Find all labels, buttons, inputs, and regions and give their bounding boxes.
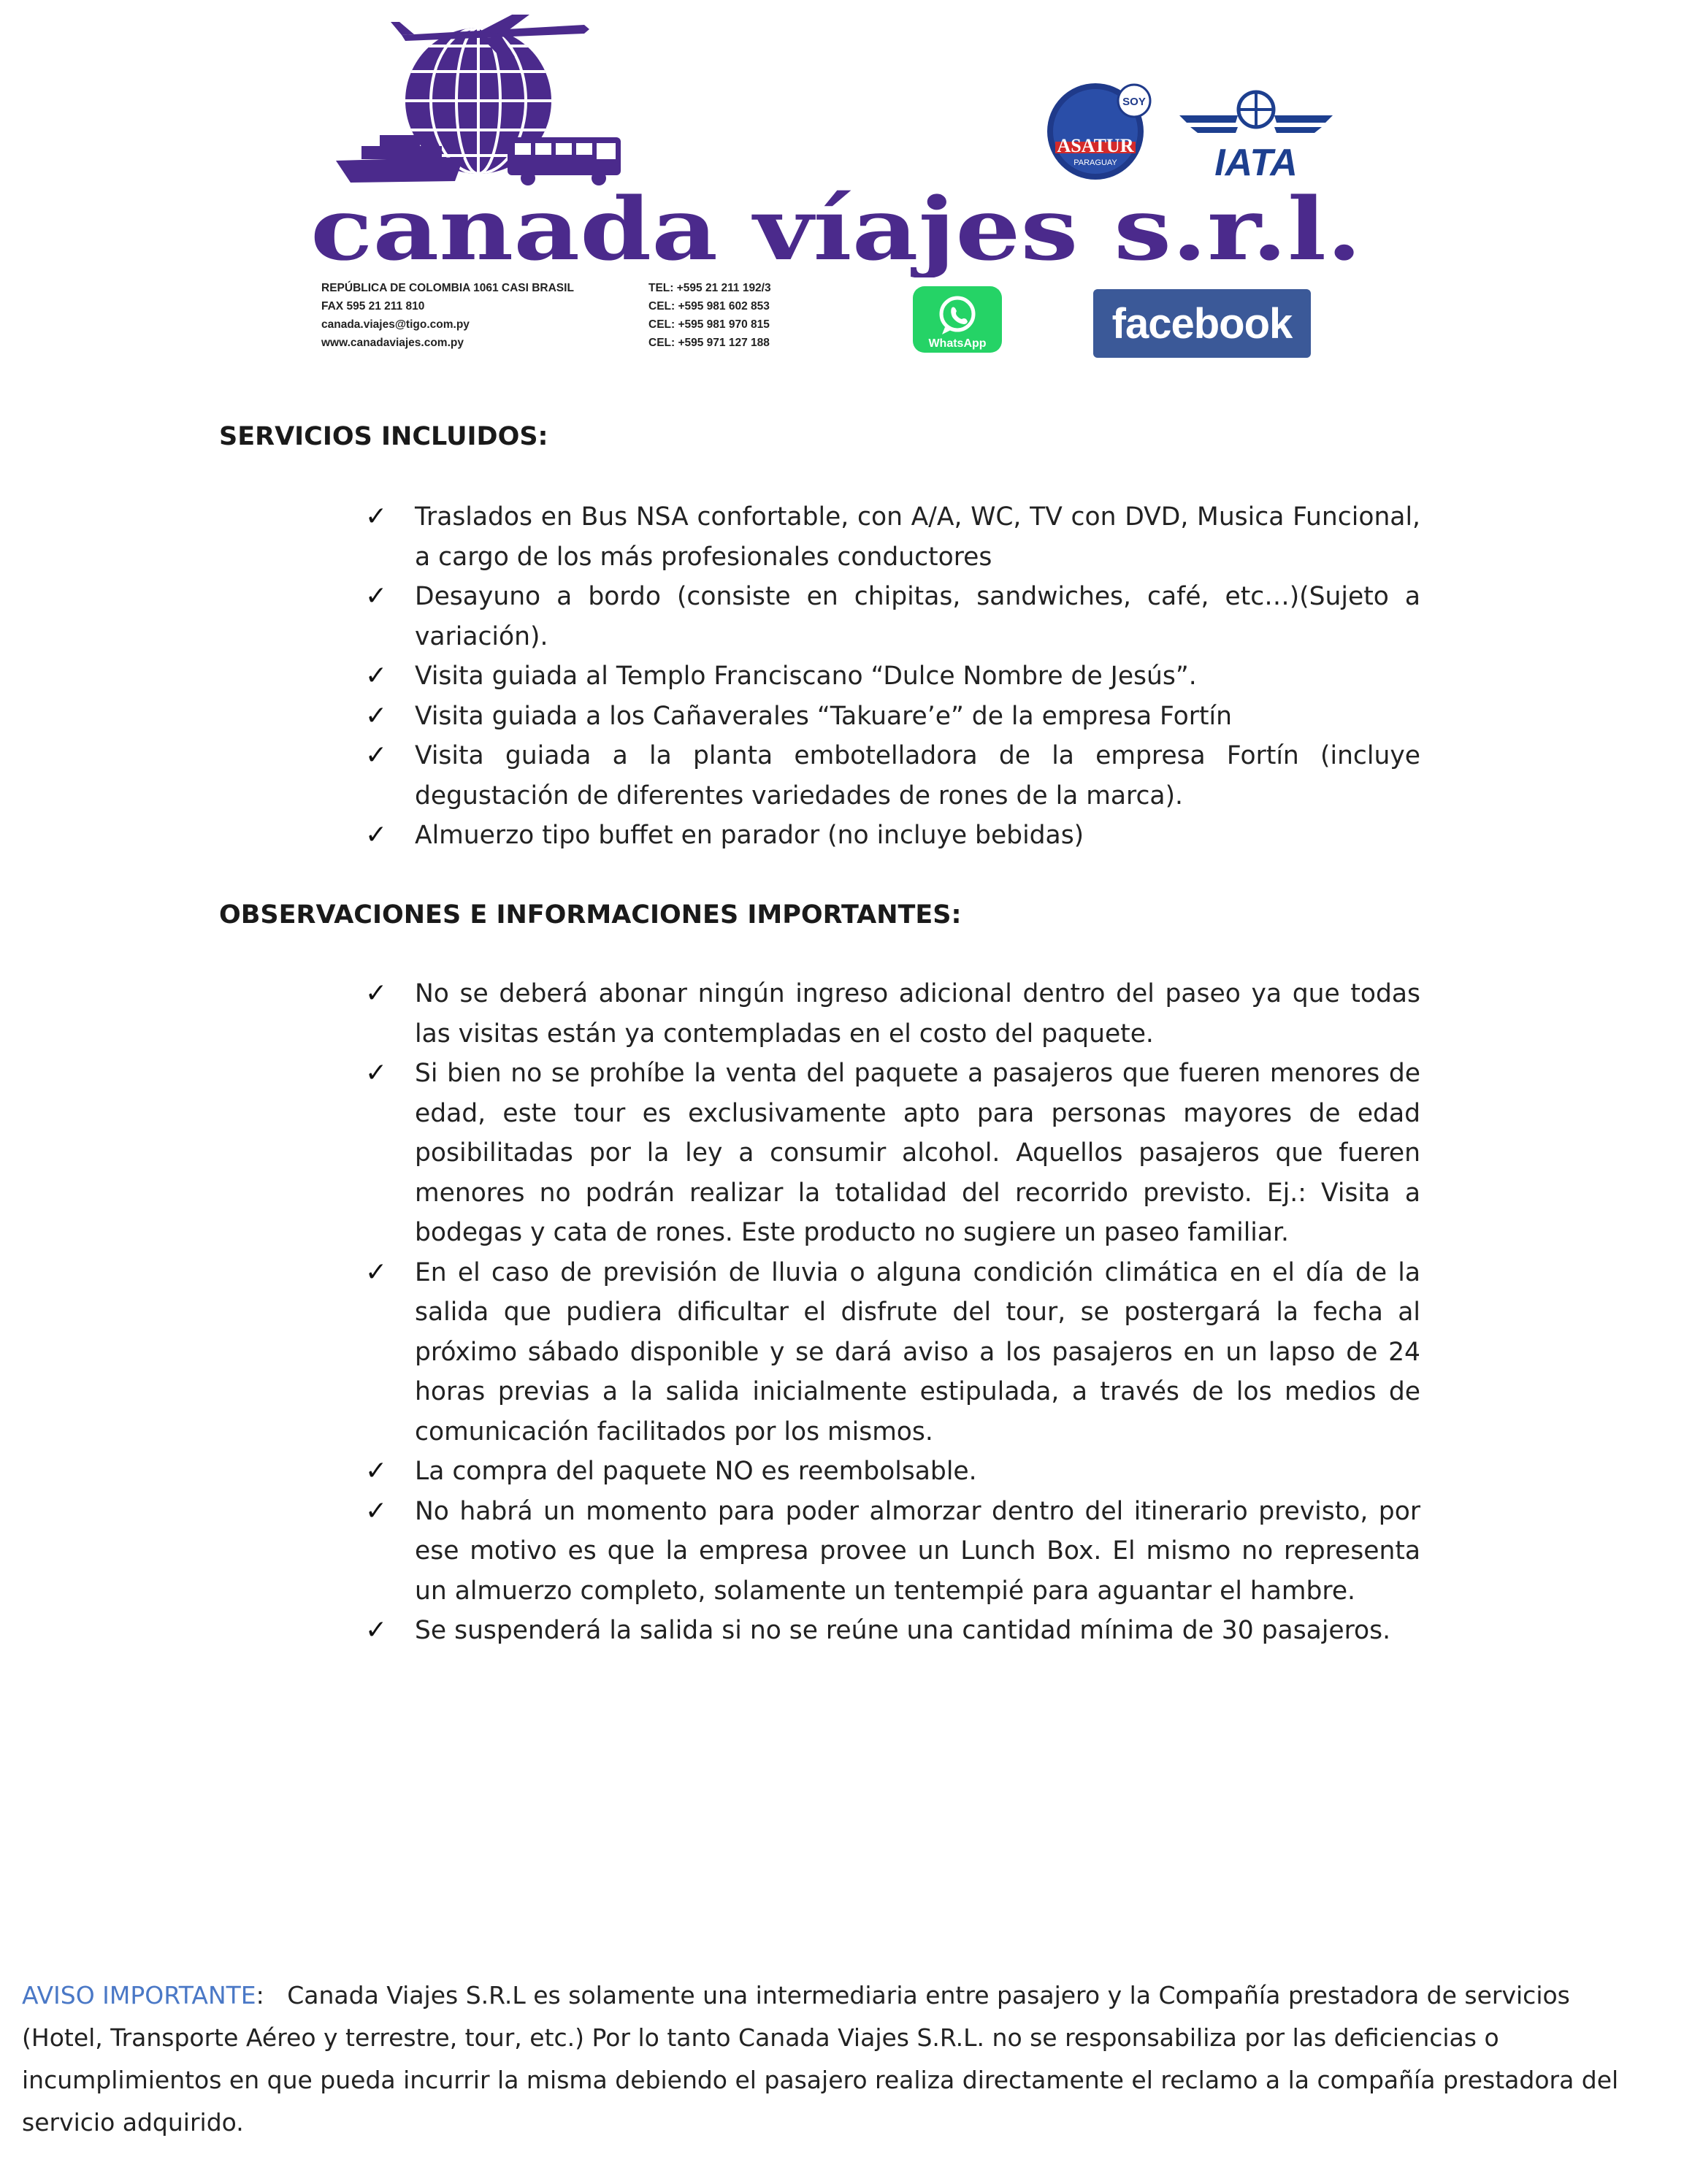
- list-item: ✓ Visita guiada al Templo Franciscano “Dulce Nombre de Jesús”.: [365, 656, 1420, 697]
- asatur-country-text: PARAGUAY: [1073, 158, 1117, 167]
- asatur-logo: [1041, 79, 1161, 181]
- check-icon: ✓: [365, 661, 388, 691]
- whatsapp-icon[interactable]: [913, 286, 1002, 353]
- list-item: ✓ Visita guiada a la planta embotelladora de la empresa Fortín (incluye degustación de diferentes variedades de rones de la marca).: [365, 736, 1420, 816]
- check-icon: ✓: [365, 820, 388, 850]
- list-item: ✓ En el caso de previsión de lluvia o alguna condición climática en el día de la salida que pudiera dificultar el disfrute del tour, se postergará la fecha al próximo sábado disponible y se dará aviso a los pasajeros en un lapso de 24 horas previas a la salida inicialmente estipulada, a través de los medios de comunicación facilitados por los mismos.: [365, 1253, 1420, 1452]
- address-block: [321, 279, 574, 352]
- check-icon: ✓: [365, 1615, 388, 1645]
- list-item: ✓ Si bien no se prohíbe la venta del paquete a pasajeros que fueren menores de edad, este tour es exclusivamente apto para personas mayores de edad posibilitadas por la ley a consumir alcohol. Aquellos pasajeros que fueren menores no podrán realizar la totalidad del recorrido previsto. Ej.: Visita a bodegas y cata de rones. Este producto no sugiere un paseo familiar.: [365, 1054, 1420, 1253]
- list-item: ✓ Desayuno a bordo (consiste en chipitas, sandwiches, café, etc…)(Sujeto a variación).: [365, 577, 1420, 656]
- list-item: ✓ Traslados en Bus NSA confortable, con A/A, WC, TV con DVD, Musica Funcional, a cargo de los más profesionales conductores: [365, 497, 1420, 577]
- check-icon: ✓: [365, 1456, 388, 1486]
- check-icon: ✓: [365, 1058, 388, 1088]
- aviso-label: AVISO IMPORTANTE: [22, 1981, 256, 2009]
- email-link[interactable]: canada.viajes@tigo.com.py: [321, 318, 470, 331]
- address-line: REPÚBLICA DE COLOMBIA 1061 CASI BRASIL: [321, 282, 574, 294]
- check-icon: ✓: [365, 581, 388, 611]
- website-link[interactable]: www.canadaviajes.com.py: [321, 337, 464, 349]
- observaciones-heading: OBSERVACIONES E INFORMACIONES IMPORTANTES:: [219, 900, 962, 930]
- list-item: ✓ Se suspenderá la salida si no se reúne una cantidad mínima de 30 pasajeros.: [365, 1611, 1420, 1651]
- company-brand-title: [303, 186, 1369, 277]
- list-item: ✓ No habrá un momento para poder almorzar dentro del itinerario previsto, por ese motivo es que la empresa provee un Lunch Box. El mismo no representa un almuerzo completo, solamente un tentempié para aguantar el hambre.: [365, 1492, 1420, 1612]
- list-item: ✓ Almuerzo tipo buffet en parador (no incluye bebidas): [365, 816, 1420, 856]
- check-icon: ✓: [365, 700, 388, 731]
- check-icon: ✓: [365, 502, 388, 532]
- facebook-button[interactable]: [1093, 289, 1311, 358]
- list-item: ✓ No se deberá abonar ningún ingreso adicional dentro del paseo ya que todas las visitas están ya contempladas en el costo del paquete.: [365, 974, 1420, 1054]
- check-icon: ✓: [365, 978, 388, 1008]
- iata-text: IATA: [1214, 142, 1298, 181]
- aviso-text: Canada Viajes S.R.L es solamente una intermediaria entre pasajero y la Compañía prestadora de servicios (Hotel, Transporte Aéreo y terrestre, tour, etc.) Por lo tanto Canada Viajes S.R.L. no se responsabiliza por las deficiencias o incumplimientos en que pueda incurrir la misma debiendo el pasajero realiza directamente el reclamo a la compañía prestadora del servicio adquirido.: [22, 1981, 1619, 2137]
- globe-plane-ship-bus-logo: [332, 15, 624, 190]
- phone-line: CEL: +595 971 127 188: [648, 337, 770, 349]
- facebook-label: facebook: [1111, 299, 1293, 348]
- whatsapp-label: WhatsApp: [928, 337, 987, 350]
- servicios-heading: SERVICIOS INCLUIDOS:: [219, 422, 548, 451]
- phone-line: TEL: +595 21 211 192/3: [648, 282, 771, 294]
- observaciones-list: [365, 974, 1420, 1651]
- check-icon: ✓: [365, 740, 388, 770]
- asatur-soy-text: SOY: [1122, 96, 1146, 108]
- asatur-name-text: ASATUR: [1057, 135, 1134, 156]
- phone-line: CEL: +595 981 602 853: [648, 300, 770, 313]
- phone-block: [648, 279, 771, 352]
- phone-line: CEL: +595 981 970 815: [648, 318, 770, 331]
- check-icon: ✓: [365, 1495, 388, 1526]
- list-item: ✓ La compra del paquete NO es reembolsable.: [365, 1452, 1420, 1492]
- check-icon: ✓: [365, 1257, 388, 1287]
- servicios-list: [365, 497, 1420, 856]
- aviso-importante-note: AVISO IMPORTANTE: Canada Viajes S.R.L es solamente una intermediaria entre pasajero y la Compañía prestadora de servicios (Hotel, Transporte Aéreo y terrestre, tour, etc.) Por lo tanto Canada Viajes S.R.L. no se responsabiliza por las deficiencias o incumplimientos en que pueda incurrir la misma debiendo el pasajero realiza directamente el reclamo a la compañía prestadora del servicio adquirido.: [22, 1981, 1619, 2137]
- list-item: ✓ Visita guiada a los Cañaverales “Takuare’e” de la empresa Fortín: [365, 697, 1420, 737]
- fax-line: FAX 595 21 211 810: [321, 300, 425, 313]
- iata-logo: [1176, 86, 1336, 181]
- svg-text:canada víajes s.r.l.: canada víajes s.r.l.: [310, 186, 1362, 277]
